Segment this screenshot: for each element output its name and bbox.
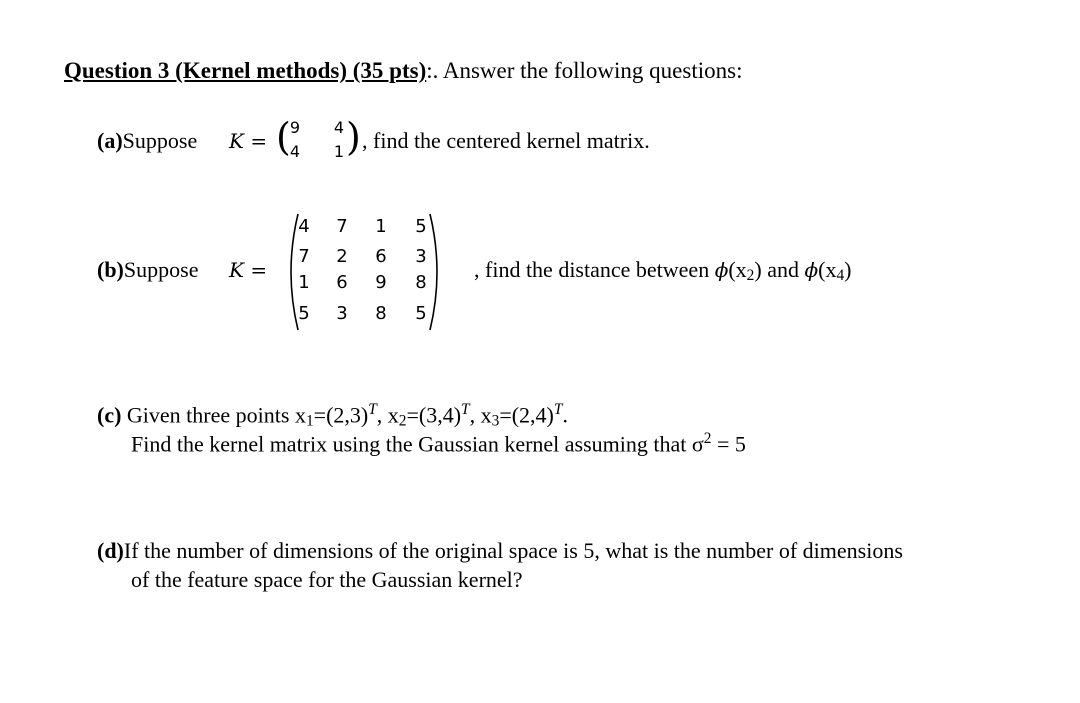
x1-val: =(2,3) xyxy=(313,402,369,428)
question-title xyxy=(64,58,742,84)
part-b-eq: = xyxy=(250,258,268,282)
question-instruction: :. Answer the following questions: xyxy=(426,58,743,83)
matrix-b-cell: 5 xyxy=(415,216,427,237)
part-b-var: K xyxy=(229,258,244,282)
arg1-sub: 2 xyxy=(746,267,755,285)
sigma-sup: 2 xyxy=(703,430,712,447)
matrix-a-cell: 1 xyxy=(333,142,345,161)
x2-val: =(3,4) xyxy=(406,402,462,428)
matrix-b-cell: 5 xyxy=(415,303,427,324)
part-c-line2-prefix: Find the kernel matrix using the Gaussian kernel assuming that σ xyxy=(131,431,704,457)
part-a-right-paren: ) xyxy=(346,115,361,159)
part-a-var: K xyxy=(229,129,244,153)
part-a-equation xyxy=(229,129,267,153)
arg1-var: x xyxy=(735,257,747,282)
matrix-b-cell: 7 xyxy=(298,246,310,267)
x1-sup: T xyxy=(368,401,377,418)
part-d-label: (d) xyxy=(97,538,124,563)
line1-end: . xyxy=(562,402,568,428)
matrix-b-cell: 6 xyxy=(375,246,387,267)
matrix-a-cell: 9 xyxy=(289,118,301,137)
part-d-line1-text: If the number of dimensions of the original space is 5, what is the number of dimensions xyxy=(123,538,903,563)
x2-sup: T xyxy=(461,401,470,418)
arg2-var: x xyxy=(825,257,837,282)
x2-sub: 2 xyxy=(398,412,407,430)
question-heading: Question 3 (Kernel methods) (35 pts) xyxy=(64,58,427,83)
part-c-line1 xyxy=(97,401,568,430)
matrix-b-cell: 5 xyxy=(298,303,310,324)
matrix-b-cell: 8 xyxy=(415,272,427,293)
matrix-b-cell: 3 xyxy=(415,246,427,267)
part-b-equation xyxy=(229,258,267,282)
x3-val: =(2,4) xyxy=(499,402,554,428)
part-d-line1 xyxy=(97,538,903,564)
part-b-prefix: Suppose xyxy=(123,257,199,282)
x3-sub: 3 xyxy=(491,412,500,430)
matrix-a-cell: 4 xyxy=(289,142,301,161)
matrix-b-cell: 1 xyxy=(375,216,387,237)
part-a-suffix: , find the centered kernel matrix. xyxy=(362,128,650,153)
phi-symbol: ϕ xyxy=(804,258,819,282)
matrix-b-cell: 2 xyxy=(336,246,348,267)
part-c-label: (c) xyxy=(97,402,122,428)
part-b-suffix: , find the distance between ϕ(x2) and ϕ(x4) xyxy=(474,257,852,285)
matrix-b-cell: 4 xyxy=(298,216,310,237)
part-a-label: (a) xyxy=(97,128,123,153)
phi-symbol: ϕ xyxy=(714,258,729,282)
matrix-b-cell: 8 xyxy=(375,303,387,324)
x3-sup: T xyxy=(553,401,563,418)
part-b-right-paren xyxy=(426,212,446,332)
matrix-b-cell: 9 xyxy=(375,272,387,293)
x3-pre: , x xyxy=(469,402,492,428)
matrix-a-cell: 4 xyxy=(333,118,345,137)
part-d-line2: of the feature space for the Gaussian kernel? xyxy=(131,567,523,592)
and-text: and xyxy=(761,257,805,282)
arg2-sub: 4 xyxy=(836,267,845,285)
matrix-b-cell: 3 xyxy=(336,303,348,324)
matrix-b-cell: 7 xyxy=(336,216,348,237)
part-a-intro xyxy=(97,128,197,154)
x1-sub: 1 xyxy=(305,412,314,430)
x2-pre: , x xyxy=(376,402,399,428)
matrix-b-cell: 1 xyxy=(298,272,310,293)
part-b-suffix-text: , find the distance between xyxy=(474,257,715,282)
part-a-left-paren: ( xyxy=(276,115,291,159)
part-c-line2-suffix: = 5 xyxy=(711,431,746,457)
part-c-line1-prefix: Given three points x xyxy=(126,402,306,428)
part-c-line2 xyxy=(131,430,746,457)
part-b-intro xyxy=(97,257,198,283)
part-b-label: (b) xyxy=(97,257,124,282)
part-a-eq: = xyxy=(250,129,268,153)
part-a-prefix: Suppose xyxy=(122,128,198,153)
matrix-b-cell: 6 xyxy=(336,272,348,293)
